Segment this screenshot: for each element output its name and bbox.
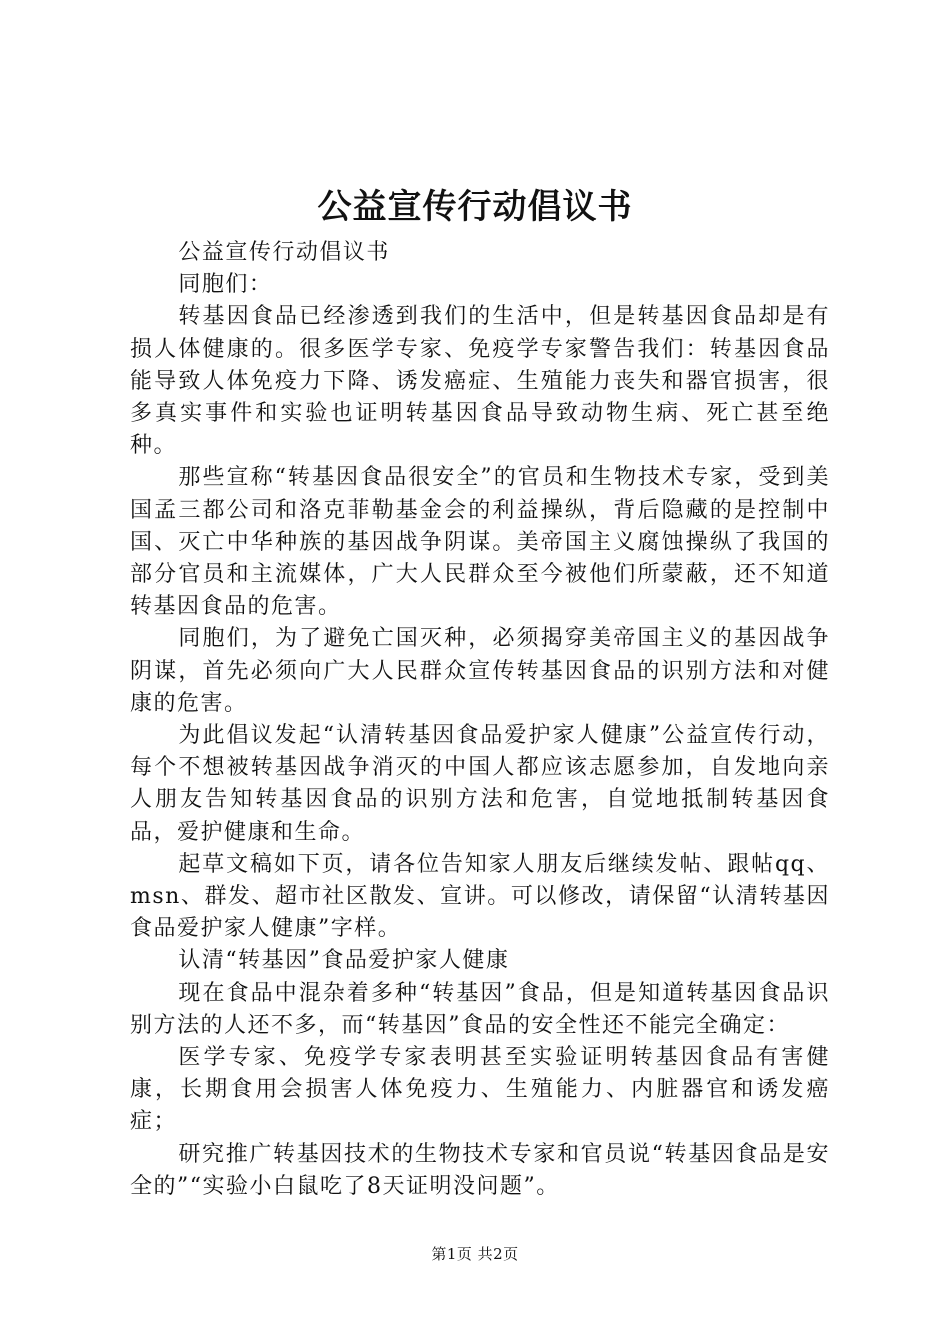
body-paragraph: 起草文稿如下页，请各位告知家人朋友后继续发帖、跟帖qq、msn、群发、超市社区散发、宣讲。可以修改，请保留“认清转基因食品爱护家人健康”字样。 [130, 851, 830, 942]
body-paragraph: 认清“转基因”食品爱护家人健康 [178, 948, 510, 974]
page-number-footer: 第1页 共2页 [431, 1245, 519, 1263]
body-paragraph: 公益宣传行动倡议书 [178, 240, 390, 265]
body-paragraph: 研究推广转基因技术的生物技术专家和官员说“转基因食品是安全的”“实验小白鼠吃了8天证明没问题”。 [130, 1141, 830, 1199]
body-paragraph: 现在食品中混杂着多种“转基因”食品，但是知道转基因食品识别方法的人还不多，而“转基因”食品的安全性还不能完全确定： [130, 980, 830, 1038]
body-paragraph: 为此倡议发起“认清转基因食品爱护家人健康”公益宣传行动，每个不想被转基因战争消灭的中国人都应该志愿参加，自发地向亲人朋友告知转基因食品的识别方法和危害，自觉地抵制转基因食品，爱护健康和生命。 [130, 723, 830, 845]
body-paragraph: 同胞们，为了避免亡国灭种，必须揭穿美帝国主义的基因战争阴谋，首先必须向广大人民群众宣传转基因食品的识别方法和对健康的危害。 [130, 626, 830, 716]
document-title: 公益宣传行动倡议书 [317, 187, 633, 227]
body-paragraph: 转基因食品已经渗透到我们的生活中，但是转基因食品却是有损人体健康的。很多医学专家、免疫学专家警告我们：转基因食品能导致人体免疫力下降、诱发癌症、生殖能力丧失和器官损害，很多真实事件和实验也证明转基因食品导致动物生病、死亡甚至绝种。 [130, 304, 830, 459]
body-paragraph: 同胞们： [178, 272, 273, 298]
document-body [130, 237, 830, 1203]
body-paragraph: 那些宣称“转基因食品很安全”的官员和生物技术专家，受到美国孟三都公司和洛克菲勒基金会的利益操纵，背后隐藏的是控制中国、灭亡中华种族的基因战争阴谋。美帝国主义腐蚀操纵了我国的部分官员和主流媒体，广大人民群众至今被他们所蒙蔽，还不知道转基因食品的危害。 [130, 465, 830, 620]
body-paragraph: 医学专家、免疫学专家表明甚至实验证明转基因食品有害健康，长期食用会损害人体免疫力、生殖能力、内脏器官和诱发癌症； [130, 1045, 830, 1135]
